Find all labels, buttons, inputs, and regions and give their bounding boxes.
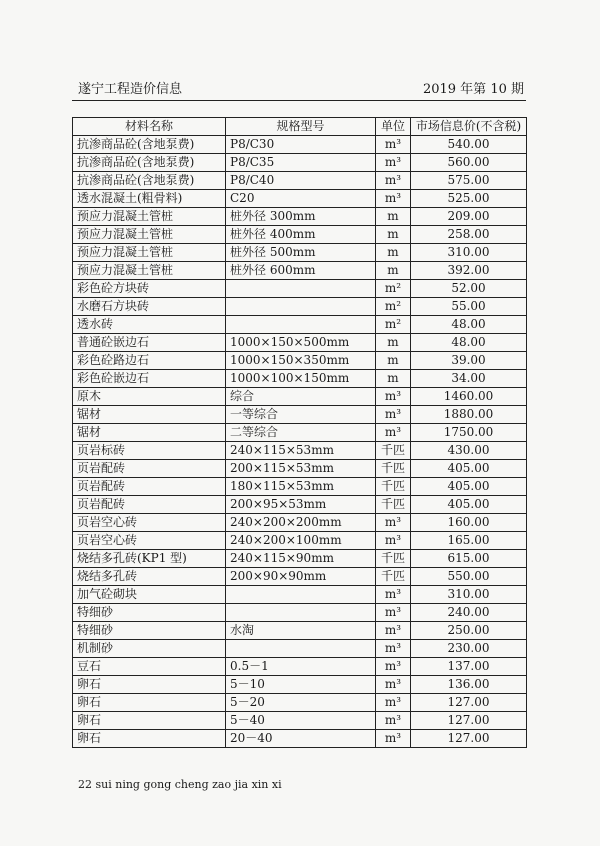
table-row [73,406,527,424]
cell-price: 48.00 [411,316,527,334]
cell-name: 透水混凝土(粗骨料) [73,190,226,208]
cell-unit: m³ [376,586,411,604]
cell-name: 烧结多孔砖 [73,568,226,586]
cell-unit: m [376,262,411,280]
cell-name: 彩色砼嵌边石 [73,370,226,388]
cell-unit: m² [376,298,411,316]
cell-price: 560.00 [411,154,527,172]
cell-unit: m² [376,316,411,334]
table-row [73,316,527,334]
cell-price: 230.00 [411,640,527,658]
table-row [73,262,527,280]
cell-spec: 桩外径 600mm [226,262,376,280]
cell-name: 特细砂 [73,604,226,622]
cell-name: 烧结多孔砖(KP1 型) [73,550,226,568]
cell-spec: 5－20 [226,694,376,712]
table-row [73,352,527,370]
cell-unit: m [376,244,411,262]
cell-price: 34.00 [411,370,527,388]
cell-name: 卵石 [73,676,226,694]
table-row [73,568,527,586]
table-row [73,622,527,640]
cell-unit: m³ [376,712,411,730]
cell-price: 127.00 [411,712,527,730]
cell-name: 卵石 [73,694,226,712]
table-row [73,424,527,442]
cell-unit: m [376,208,411,226]
cell-name: 彩色砼方块砖 [73,280,226,298]
table-row [73,712,527,730]
cell-name: 抗渗商品砼(含地泵费) [73,136,226,154]
cell-unit: m³ [376,406,411,424]
page-footer: 22 sui ning gong cheng zao jia xin xi [78,778,282,791]
cell-unit: 千匹 [376,442,411,460]
cell-spec: P8/C30 [226,136,376,154]
table-row [73,298,527,316]
cell-spec: 1000×150×500mm [226,334,376,352]
table-row [73,226,527,244]
cell-unit: m³ [376,604,411,622]
table-row [73,460,527,478]
cell-spec [226,280,376,298]
cell-price: 160.00 [411,514,527,532]
cell-spec: 5－40 [226,712,376,730]
cell-name: 页岩配砖 [73,460,226,478]
table-row [73,604,527,622]
cell-spec: P8/C35 [226,154,376,172]
cell-unit: m³ [376,676,411,694]
table-row [73,730,527,748]
cell-price: 1750.00 [411,424,527,442]
cell-name: 机制砂 [73,640,226,658]
cell-price: 209.00 [411,208,527,226]
cell-spec: 桩外径 400mm [226,226,376,244]
table-row [73,496,527,514]
cell-name: 页岩配砖 [73,478,226,496]
cell-price: 405.00 [411,496,527,514]
cell-spec [226,316,376,334]
cell-name: 特细砂 [73,622,226,640]
cell-price: 525.00 [411,190,527,208]
cell-price: 392.00 [411,262,527,280]
table-row [73,514,527,532]
cell-unit: m [376,370,411,388]
cell-spec [226,298,376,316]
cell-price: 39.00 [411,352,527,370]
cell-name: 水磨石方块砖 [73,298,226,316]
cell-name: 卵石 [73,730,226,748]
cell-spec [226,604,376,622]
cell-spec: 水淘 [226,622,376,640]
price-table [72,117,527,748]
table-row [73,280,527,298]
cell-price: 550.00 [411,568,527,586]
cell-name: 锯材 [73,424,226,442]
cell-name: 彩色砼路边石 [73,352,226,370]
table-row [73,694,527,712]
cell-spec: 240×115×53mm [226,442,376,460]
cell-unit: m³ [376,154,411,172]
cell-spec: 5－10 [226,676,376,694]
cell-name: 抗渗商品砼(含地泵费) [73,172,226,190]
cell-unit: m³ [376,658,411,676]
cell-price: 1460.00 [411,388,527,406]
page-header [78,78,524,96]
cell-unit: m³ [376,532,411,550]
cell-name: 页岩标砖 [73,442,226,460]
cell-name: 页岩空心砖 [73,532,226,550]
cell-spec [226,640,376,658]
cell-spec: 240×200×100mm [226,532,376,550]
cell-unit: m² [376,280,411,298]
table-row [73,190,527,208]
cell-price: 430.00 [411,442,527,460]
table-row [73,136,527,154]
cell-name: 卵石 [73,712,226,730]
cell-price: 127.00 [411,730,527,748]
cell-price: 250.00 [411,622,527,640]
table-row [73,172,527,190]
cell-spec: 0.5－1 [226,658,376,676]
cell-spec: C20 [226,190,376,208]
cell-price: 615.00 [411,550,527,568]
cell-name: 页岩空心砖 [73,514,226,532]
cell-name: 预应力混凝土管桩 [73,226,226,244]
cell-price: 310.00 [411,586,527,604]
table-row [73,370,527,388]
cell-unit: 千匹 [376,496,411,514]
table-row [73,640,527,658]
table-row [73,586,527,604]
table-row [73,244,527,262]
cell-name: 原木 [73,388,226,406]
table-row [73,478,527,496]
cell-spec [226,586,376,604]
cell-spec: 桩外径 500mm [226,244,376,262]
cell-price: 55.00 [411,298,527,316]
cell-spec: 240×200×200mm [226,514,376,532]
cell-unit: m [376,226,411,244]
cell-unit: m³ [376,424,411,442]
cell-name: 锯材 [73,406,226,424]
cell-name: 加气砼砌块 [73,586,226,604]
cell-unit: m³ [376,694,411,712]
cell-spec: 二等综合 [226,424,376,442]
cell-spec: 240×115×90mm [226,550,376,568]
cell-spec: P8/C40 [226,172,376,190]
table-row [73,442,527,460]
table-header-row [73,118,527,136]
cell-price: 165.00 [411,532,527,550]
column-header-price: 市场信息价(不含税) [411,118,527,136]
cell-name: 普通砼嵌边石 [73,334,226,352]
cell-price: 127.00 [411,694,527,712]
cell-price: 405.00 [411,478,527,496]
column-header-unit: 单位 [376,118,411,136]
table-row [73,676,527,694]
cell-price: 258.00 [411,226,527,244]
cell-name: 预应力混凝土管桩 [73,262,226,280]
cell-unit: m³ [376,136,411,154]
cell-unit: m [376,334,411,352]
publication-title: 遂宁工程造价信息 [78,82,183,97]
table-row [73,550,527,568]
table-row [73,208,527,226]
cell-unit: m [376,352,411,370]
table-row [73,334,527,352]
cell-price: 540.00 [411,136,527,154]
cell-price: 405.00 [411,460,527,478]
table-row [73,532,527,550]
cell-spec: 200×90×90mm [226,568,376,586]
cell-name: 抗渗商品砼(含地泵费) [73,154,226,172]
table-row [73,388,527,406]
cell-spec: 桩外径 300mm [226,208,376,226]
cell-spec: 200×95×53mm [226,496,376,514]
cell-name: 预应力混凝土管桩 [73,244,226,262]
cell-price: 52.00 [411,280,527,298]
cell-unit: 千匹 [376,460,411,478]
cell-price: 136.00 [411,676,527,694]
cell-unit: m³ [376,190,411,208]
issue-label: 2019 年第 10 期 [422,82,524,97]
column-header-spec: 规格型号 [226,118,376,136]
cell-spec: 180×115×53mm [226,478,376,496]
cell-price: 310.00 [411,244,527,262]
cell-unit: m³ [376,388,411,406]
cell-name: 预应力混凝土管桩 [73,208,226,226]
cell-name: 页岩配砖 [73,496,226,514]
table-row [73,154,527,172]
table-row [73,658,527,676]
cell-price: 1880.00 [411,406,527,424]
column-header-name: 材料名称 [73,118,226,136]
cell-spec: 一等综合 [226,406,376,424]
cell-price: 575.00 [411,172,527,190]
header-rule [72,100,526,101]
cell-unit: 千匹 [376,550,411,568]
cell-unit: m³ [376,730,411,748]
cell-spec: 20－40 [226,730,376,748]
cell-unit: 千匹 [376,568,411,586]
cell-price: 137.00 [411,658,527,676]
cell-price: 240.00 [411,604,527,622]
cell-unit: m³ [376,514,411,532]
cell-spec: 1000×100×150mm [226,370,376,388]
cell-name: 透水砖 [73,316,226,334]
cell-unit: m³ [376,622,411,640]
cell-spec: 综合 [226,388,376,406]
cell-unit: m³ [376,640,411,658]
cell-spec: 200×115×53mm [226,460,376,478]
cell-name: 豆石 [73,658,226,676]
cell-unit: m³ [376,172,411,190]
cell-spec: 1000×150×350mm [226,352,376,370]
cell-unit: 千匹 [376,478,411,496]
cell-price: 48.00 [411,334,527,352]
